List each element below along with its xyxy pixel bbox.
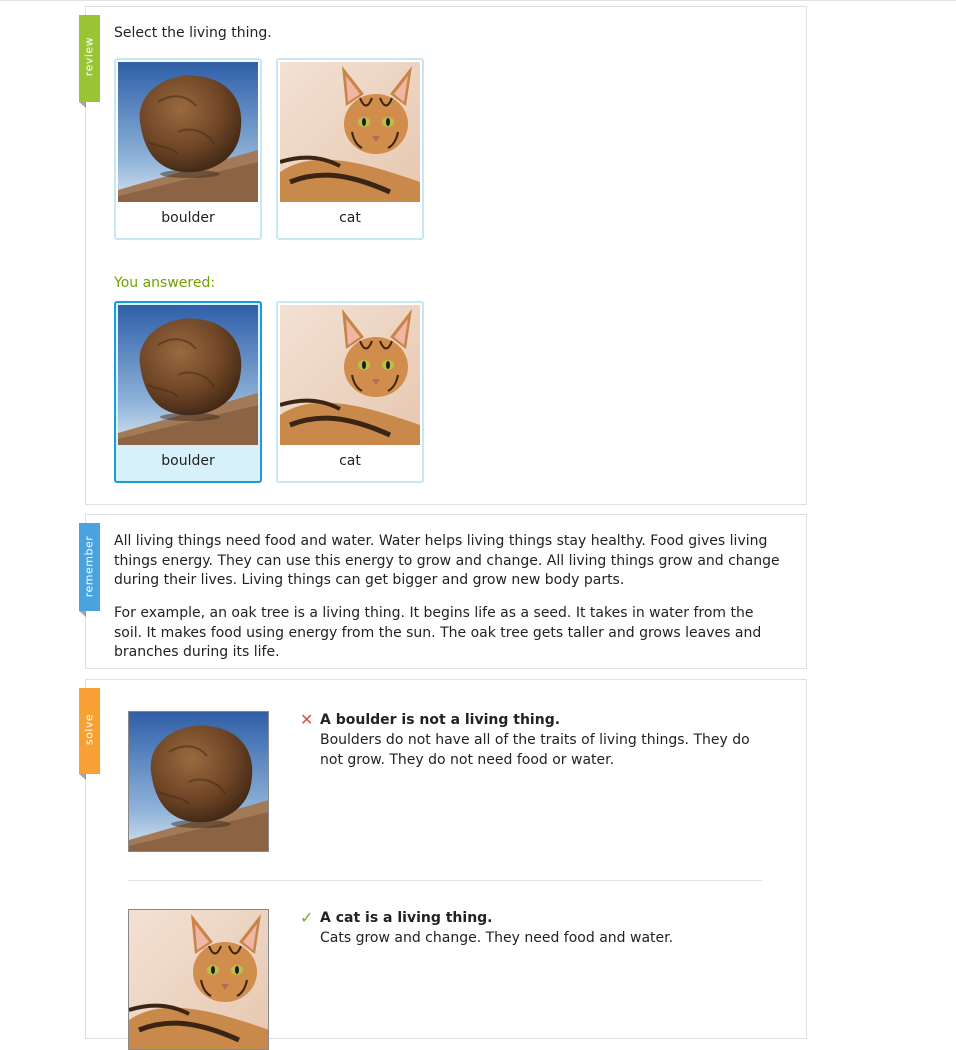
review-ribbon <box>79 15 100 102</box>
cat-image <box>280 62 420 202</box>
boulder-image <box>128 711 269 852</box>
cat-image <box>280 305 420 445</box>
boulder-image <box>118 305 258 445</box>
remember-ribbon-label: remember <box>82 535 96 598</box>
choice-label: boulder <box>161 210 215 226</box>
review-panel <box>82 6 807 505</box>
remember-paragraph: All living things need food and water. Water helps living things stay healthy. Food gives living things energy. They can use this energy to grow and change. All living things grow and change during their lives. Living things can get bigger and grow new body parts. <box>114 533 780 588</box>
top-border <box>0 0 956 1</box>
answered-choice-boulder <box>114 301 262 483</box>
remember-panel <box>82 514 807 669</box>
choice-boulder[interactable] <box>114 58 262 240</box>
solve-ribbon <box>79 688 100 774</box>
you-answered-label: You answered: <box>114 275 216 291</box>
check-mark-icon: ✓ <box>300 908 314 927</box>
remember-ribbon <box>79 523 100 611</box>
solve-ribbon-label: solve <box>82 713 96 746</box>
boulder-image <box>118 62 258 202</box>
review-ribbon-label: review <box>82 36 96 77</box>
cat-image <box>128 909 269 1050</box>
divider <box>128 880 762 881</box>
solution-body: Cats grow and change. They need food and water. <box>320 930 674 946</box>
choice-label: boulder <box>161 453 215 469</box>
solution-title: A boulder is not a living thing. <box>320 712 561 728</box>
choice-cat[interactable] <box>276 58 424 240</box>
solution-title: A cat is a living thing. <box>320 910 493 926</box>
choice-label: cat <box>339 453 361 469</box>
question-text: Select the living thing. <box>114 25 272 41</box>
solve-panel <box>82 679 807 1039</box>
solution-body: Boulders do not have all of the traits of living things. They do not grow. They do not need food or water. <box>320 732 750 768</box>
x-mark-icon: ✕ <box>300 710 314 729</box>
remember-paragraph: For example, an oak tree is a living thing. It begins life as a seed. It takes in water from the soil. It makes food using energy from the sun. The oak tree gets taller and grows leaves and branches during its life. <box>114 605 762 660</box>
choice-label: cat <box>339 210 361 226</box>
answered-choice-cat <box>276 301 424 483</box>
